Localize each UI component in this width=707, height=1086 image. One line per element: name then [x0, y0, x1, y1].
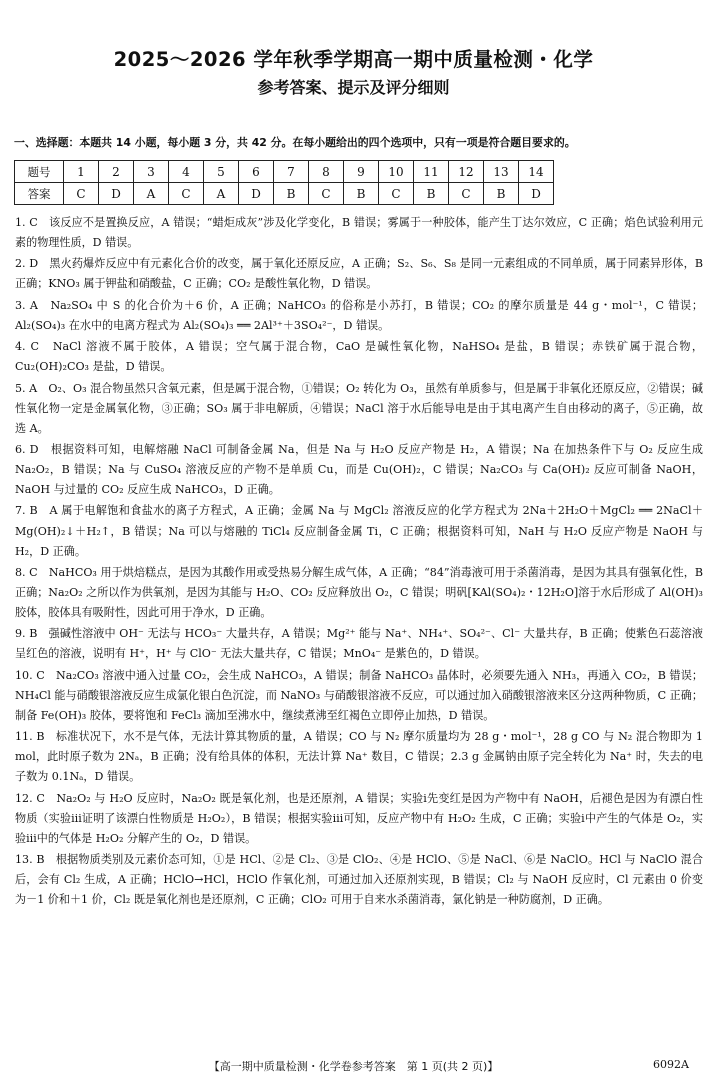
explanation-item: 5. A O₂、O₃ 混合物虽然只含氧元素，但是属于混合物，①错误；O₂ 转化为 O₃，虽然有单质参与，但是属于非氧化还原反应，②错误；碱性氧化物一定是金属氧化物，③正确；SO₃ 属于非电解质，④错误；NaCl 溶于水后能导电是由于其电离产生自由移动的离子，⑤正确，故选 A。	[15, 381, 703, 435]
question-number: 7	[274, 161, 309, 183]
answer-cell: C	[169, 183, 204, 205]
explanation-item: 3. A Na₂SO₄ 中 S 的化合价为＋6 价，A 正确；NaHCO₃ 的俗称是小苏打，B 错误；CO₂ 的摩尔质量是 44 g・mol⁻¹，C 错误；Al₂(SO₄)₃ 在水中的电离方程式为 Al₂(SO₄)₃ ══ 2Al³⁺＋3SO₄²⁻，D 错误。	[15, 298, 703, 332]
answer-cell: B	[414, 183, 449, 205]
explanation-item: 2. D 黑火药爆炸反应中有元素化合价的改变，属于氧化还原反应，A 正确；S₂、S₆、S₈ 是同一元素组成的不同单质，属于同素异形体，B 正确；KNO₃ 属于钾盐和硝酸盐，C 正确；CO₂ 是酸性氧化物，D 错误。	[15, 257, 703, 291]
question-number-row	[15, 161, 554, 183]
answer-row	[15, 183, 554, 205]
answer-cell: C	[64, 183, 99, 205]
explanation-item: 12. C Na₂O₂ 与 H₂O 反应时，Na₂O₂ 既是氧化剂，也是还原剂，A 错误；实验ⅰ先变红是因为产物中有 NaOH，后褪色是因为有漂白性物质（实验ⅲ证明了该漂白性物质是 H₂O₂），B 错误；根据实验ⅲ可知，反应产物中有 H₂O₂ 生成，C 正确；实验ⅰ中产生的气体是 O₂，实验ⅲ中的气体是 H₂O₂ 分解产生的 O₂，D 错误。	[15, 791, 703, 845]
explanation-item: 7. B A 属于电解饱和食盐水的离子方程式，A 正确；金属 Na 与 MgCl₂ 溶液反应的化学方程式为 2Na＋2H₂O＋MgCl₂ ══ 2NaCl＋Mg(OH)₂↓＋H₂↑，B 错误；Na 可以与熔融的 TiCl₄ 反应制备金属 Ti，C 正确；根据资料可知，NaH 与 H₂O 反应产物是 NaOH 与 H₂，D 正确。	[15, 504, 703, 558]
question-number: 5	[204, 161, 239, 183]
answer-cell: B	[484, 183, 519, 205]
explanation-item: 8. C NaHCO₃ 用于烘焙糕点，是因为其酸作用或受热易分解生成气体，A 正确；“84”消毒液可用于杀菌消毒，是因为其具有强氧化性，B 正确；Na₂O₂ 之所以作为供氧剂，是因为其能与 H₂O、CO₂ 反应释放出 O₂，C 错误；明矾[KAl(SO₄)₂・12H₂O]溶于水后形成了 Al(OH)₃ 胶体，胶体具有吸附性，因此可用于净水，D 正确。	[15, 565, 703, 620]
page-subtitle: 参考答案、提示及评分细则	[257, 78, 450, 97]
explanation-item: 6. D 根据资料可知，电解熔融 NaCl 可制备金属 Na，但是 Na 与 H₂O 反应产物是 H₂，A 错误；Na 在加热条件下与 O₂ 反应生成 Na₂O₂，B 错误；Na 与 CuSO₄ 溶液反应的产物不是单质 Cu，而是 Cu(OH)₂，C 错误；Na₂CO₃ 与 Ca(OH)₂ 反应可制备 NaOH，NaOH 与过量的 CO₂ 反应生成 NaHCO₃，D 正确。	[15, 442, 703, 497]
answer-cell: C	[309, 183, 344, 205]
question-number: 2	[99, 161, 134, 183]
answer-cell: C	[449, 183, 484, 205]
question-number: 8	[309, 161, 344, 183]
question-number: 10	[379, 161, 414, 183]
question-number: 12	[449, 161, 484, 183]
answer-cell: A	[134, 183, 169, 205]
explanation-item: 1. C 该反应不是置换反应，A 错误；“蜡炬成灰”涉及化学变化，B 错误；雾属于一种胶体，能产生丁达尔效应，C 正确；焰色试验利用元素的物理性质，D 错误。	[15, 216, 703, 250]
question-number: 3	[134, 161, 169, 183]
question-number: 9	[344, 161, 379, 183]
explanations-list	[15, 213, 703, 910]
answer-label: 答案	[15, 183, 64, 205]
answer-cell: A	[204, 183, 239, 205]
question-number: 11	[414, 161, 449, 183]
answer-cell: C	[379, 183, 414, 205]
question-number: 1	[64, 161, 99, 183]
explanation-item: 4. C NaCl 溶液不属于胶体，A 错误；空气属于混合物，CaO 是碱性氧化物，NaHSO₄ 是盐，B 错误；赤铁矿属于混合物，Cu₂(OH)₂CO₃ 是盐，D 错误。	[15, 340, 703, 374]
explanation-item: 9. B 强碱性溶液中 OH⁻ 无法与 HCO₃⁻ 大量共存，A 错误；Mg²⁺ 能与 Na⁺、NH₄⁺、SO₄²⁻、Cl⁻ 大量共存，B 正确；使紫色石蕊溶液呈红色的溶液，说明有 H⁺，H⁺ 与 ClO⁻ 无法大量共存，C 错误；MnO₄⁻ 是紫色的，D 错误。	[15, 627, 703, 661]
answer-cell: D	[519, 183, 554, 205]
document-code: 6092A	[653, 1058, 689, 1071]
answer-cell: D	[99, 183, 134, 205]
explanation-item: 10. C Na₂CO₃ 溶液中通入过量 CO₂，会生成 NaHCO₃，A 错误；制备 NaHCO₃ 晶体时，必须要先通入 NH₃，再通入 CO₂，B 错误；NH₄Cl 能与硝酸银溶液反应生成氯化银白色沉淀，而 NaNO₃ 与硝酸银溶液不反应，可以通过加入硝酸银溶液来区分这两种物质，C 正确；制备 Fe(OH)₃ 胶体，要将饱和 FeCl₃ 滴加至沸水中，继续煮沸至红褐色立即停止加热，D 错误。	[15, 668, 703, 722]
page-title: 2025～2026 学年秋季学期高一期中质量检测・化学	[113, 48, 594, 71]
question-number: 6	[239, 161, 274, 183]
page-footer: 【高一期中质量检测・化学卷参考答案 第 1 页(共 2 页)】	[208, 1060, 499, 1073]
question-number-label: 题号	[15, 161, 64, 183]
question-number: 13	[484, 161, 519, 183]
section-heading: 一、选择题：本题共 14 小题，每小题 3 分，共 42 分。在每小题给出的四个选项中，只有一项是符合题目要求的。	[14, 136, 576, 149]
explanation-item: 11. B 标准状况下，水不是气体，无法计算其物质的量，A 错误；CO 与 N₂ 摩尔质量均为 28 g・mol⁻¹，28 g CO 与 N₂ 混合物即为 1 mol，此时原子数为 2Nₐ，B 正确；没有给具体的体积，无法计算 Na⁺ 数目，C 错误；2.3 g 金属钠由原子完全转化为 Na⁺ 时，失去的电子数为 0.1Nₐ，D 错误。	[15, 730, 703, 784]
answer-cell: B	[274, 183, 309, 205]
answer-table	[14, 160, 554, 205]
answer-cell: B	[344, 183, 379, 205]
answer-cell: D	[239, 183, 274, 205]
question-number: 4	[169, 161, 204, 183]
explanation-item: 13. B 根据物质类别及元素价态可知，①是 HCl、②是 Cl₂、③是 ClO₂、④是 HClO、⑤是 NaCl、⑥是 NaClO。HCl 与 NaClO 混合后，会有 Cl₂ 生成，A 正确；HClO→HCl，HClO 作氧化剂，可通过加入还原剂实现，B 错误；Cl₂ 与 NaOH 反应时，Cl 元素由 0 价变为－1 价和＋1 价，Cl₂ 既是氧化剂也是还原剂，C 正确；ClO₂ 可用于自来水杀菌消毒，氯化钠是一种防腐剂，D 正确。	[15, 853, 703, 907]
question-number: 14	[519, 161, 554, 183]
